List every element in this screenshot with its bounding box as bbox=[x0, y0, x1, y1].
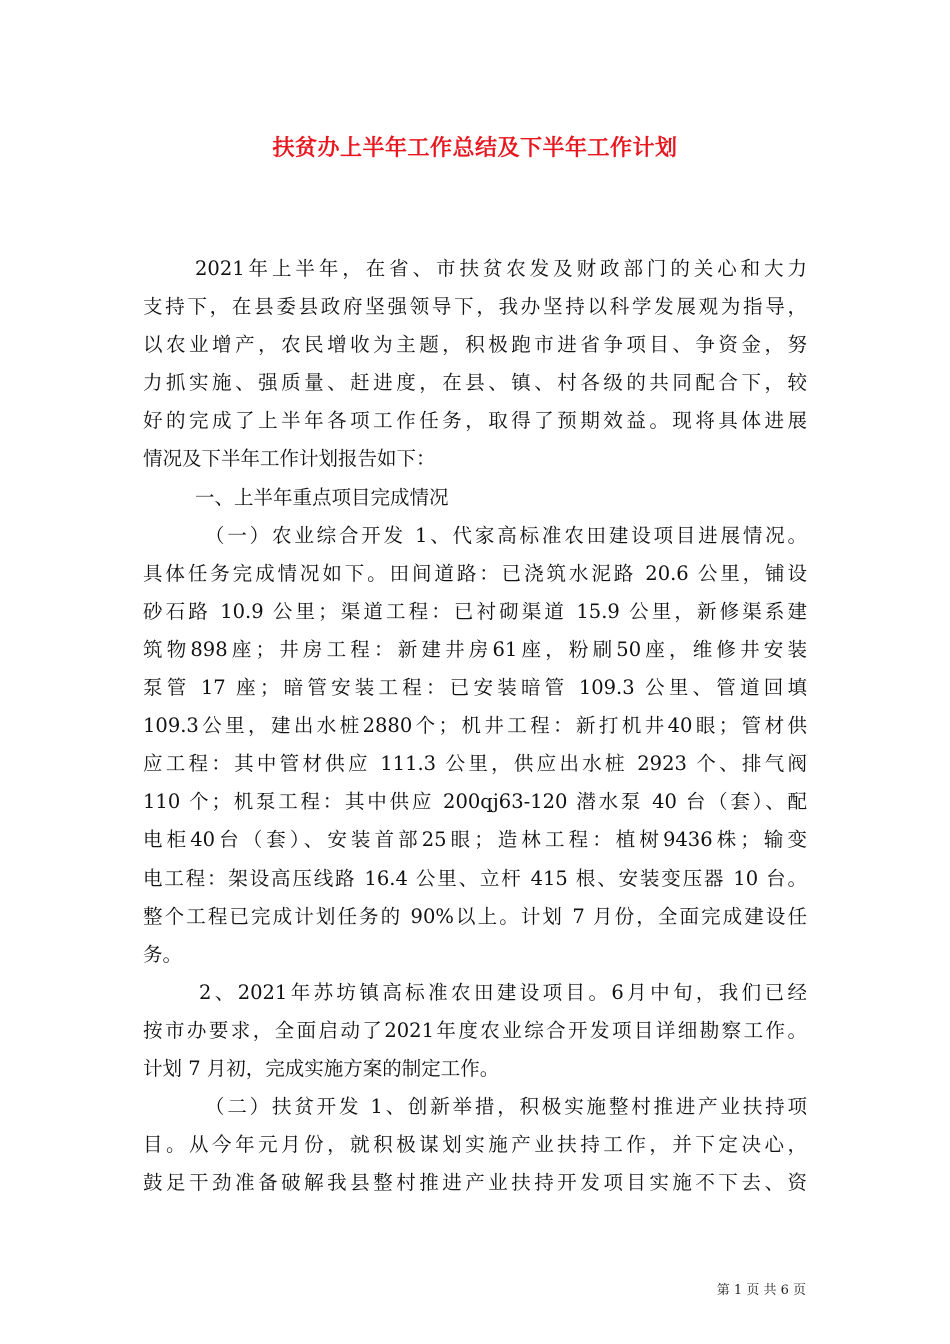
text-line: 筑物898座；井房工程：新建井房61座，粉刷50座，维修井安装 bbox=[143, 637, 807, 661]
text-line: 泵管 17 座；暗管安装工程：已安装暗管 109.3 公里、管道回填 bbox=[143, 676, 807, 700]
text-line: 计划 7 月初，完成实施方案的制定工作。 bbox=[143, 1056, 500, 1080]
text-line: 110 个；机泵工程：其中供应 200qj63-120 潜水泵 40 台（套）、配 bbox=[143, 790, 807, 814]
document-title: 扶贫办上半年工作总结及下半年工作计划 bbox=[272, 136, 678, 161]
text-line: 砂石路 10.9 公里；渠道工程：已衬砌渠道 15.9 公里，新修渠系建 bbox=[143, 599, 807, 623]
text-line: 支持下，在县委县政府坚强领导下，我办坚持以科学发展观为指导， bbox=[143, 295, 807, 319]
text-line: 鼓足干劲准备破解我县整村推进产业扶持开发项目实施不下去、资 bbox=[143, 1171, 807, 1195]
text-line: 目。从今年元月份，就积极谋划实施产业扶持工作，并下定决心， bbox=[143, 1133, 807, 1157]
text-line: 好的完成了上半年各项工作任务，取得了预期效益。现将具体进展 bbox=[143, 409, 807, 433]
text-line: 电柜40台（套）、安装首部25眼；造林工程：植树9436株；输变 bbox=[143, 828, 807, 852]
document-body bbox=[143, 250, 807, 1202]
text-line: 整个工程已完成计划任务的 90%以上。计划 7 月份，全面完成建设任 bbox=[143, 904, 807, 928]
text-line: 以农业增产，农民增收为主题，积极跑市进省争项目、争资金，努 bbox=[143, 333, 807, 357]
page-number: 第 1 页 共 6 页 bbox=[716, 1283, 806, 1298]
section-heading: 一、上半年重点项目完成情况 bbox=[195, 485, 449, 509]
text-line: 力抓实施、强质量、赶进度，在县、镇、村各级的共同配合下，较 bbox=[143, 371, 807, 395]
text-line: 具体任务完成情况如下。田间道路：已浇筑水泥路 20.6 公里，铺设 bbox=[143, 561, 807, 585]
text-line: 2、2021年苏坊镇高标准农田建设项目。6月中旬，我们已经 bbox=[199, 980, 807, 1004]
text-line: （一）农业综合开发 1、代家高标准农田建设项目进展情况。 bbox=[205, 523, 807, 547]
text-line: 109.3公里，建出水桩2880个；机井工程：新打机井40眼；管材供 bbox=[143, 714, 807, 738]
text-line: （二）扶贫开发 1、创新举措，积极实施整村推进产业扶持项 bbox=[205, 1095, 807, 1119]
text-line: 情况及下半年工作计划报告如下： bbox=[143, 447, 436, 471]
text-line: 按市办要求，全面启动了2021年度农业综合开发项目详细勘察工作。 bbox=[143, 1018, 807, 1042]
text-line: 电工程：架设高压线路 16.4 公里、立杆 415 根、安装变压器 10 台。 bbox=[143, 866, 807, 890]
text-line: 应工程：其中管材供应 111.3 公里，供应出水桩 2923 个、排气阀 bbox=[143, 752, 807, 776]
text-line: 2021年上半年，在省、市扶贫农发及财政部门的关心和大力 bbox=[195, 257, 807, 280]
text-line: 务。 bbox=[143, 942, 183, 966]
